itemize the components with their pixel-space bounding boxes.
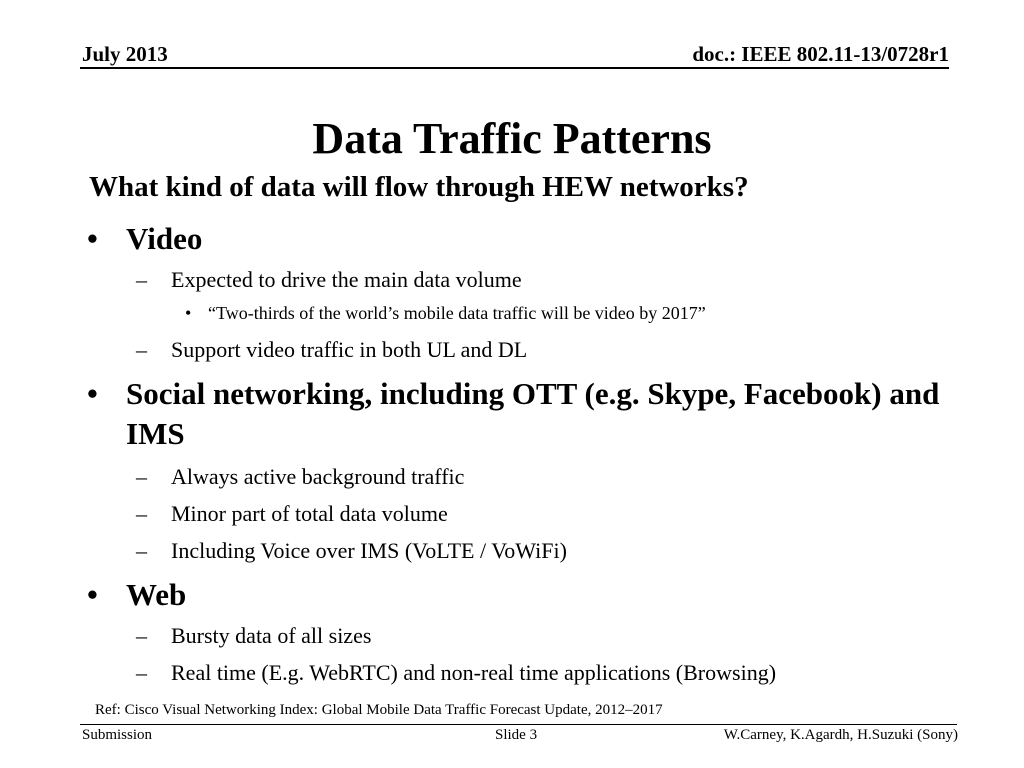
- dash-icon: –: [136, 623, 147, 648]
- section-heading-social-networking: Social networking, including OTT (e.g. Skype, Facebook) and IMS: [126, 376, 940, 451]
- bullet-icon: •: [185, 303, 192, 323]
- dash-icon: –: [136, 660, 147, 685]
- list-item: Including Voice over IMS (VoLTE / VoWiFi): [171, 538, 567, 563]
- list-item: Support video traffic in both UL and DL: [171, 337, 528, 362]
- bullet-icon: •: [87, 577, 98, 612]
- header-divider: [80, 67, 949, 69]
- footer-divider: [80, 724, 957, 725]
- section-heading-web: Web: [126, 577, 187, 612]
- list-item: Expected to drive the main data volume: [171, 267, 522, 292]
- list-item: Bursty data of all sizes: [171, 623, 372, 648]
- dash-icon: –: [136, 538, 147, 563]
- slide-question: What kind of data will flow through HEW networks?: [89, 171, 749, 203]
- header-doc-id: doc.: IEEE 802.11-13/0728r1: [692, 42, 949, 66]
- slide-title: Data Traffic Patterns: [312, 114, 712, 163]
- footer-submission: Submission: [82, 727, 153, 743]
- footer-authors: W.Carney, K.Agardh, H.Suzuki (Sony): [723, 727, 958, 743]
- list-item: Always active background traffic: [171, 464, 465, 489]
- list-item: “Two-thirds of the world’s mobile data traffic will be video by 2017”: [208, 303, 706, 323]
- section-heading-video: Video: [126, 221, 203, 256]
- header-date: July 2013: [82, 42, 168, 66]
- dash-icon: –: [136, 267, 147, 292]
- dash-icon: –: [136, 337, 147, 362]
- footer-slide-number: Slide 3: [495, 727, 538, 743]
- bullet-icon: •: [87, 221, 98, 256]
- list-item: Minor part of total data volume: [171, 501, 448, 526]
- dash-icon: –: [136, 464, 147, 489]
- list-item: Real time (E.g. WebRTC) and non-real time applications (Browsing): [171, 660, 777, 685]
- reference-note: Ref: Cisco Visual Networking Index: Global Mobile Data Traffic Forecast Update, 2012–2017: [95, 702, 663, 718]
- dash-icon: –: [136, 501, 147, 526]
- bullet-icon: •: [87, 376, 98, 411]
